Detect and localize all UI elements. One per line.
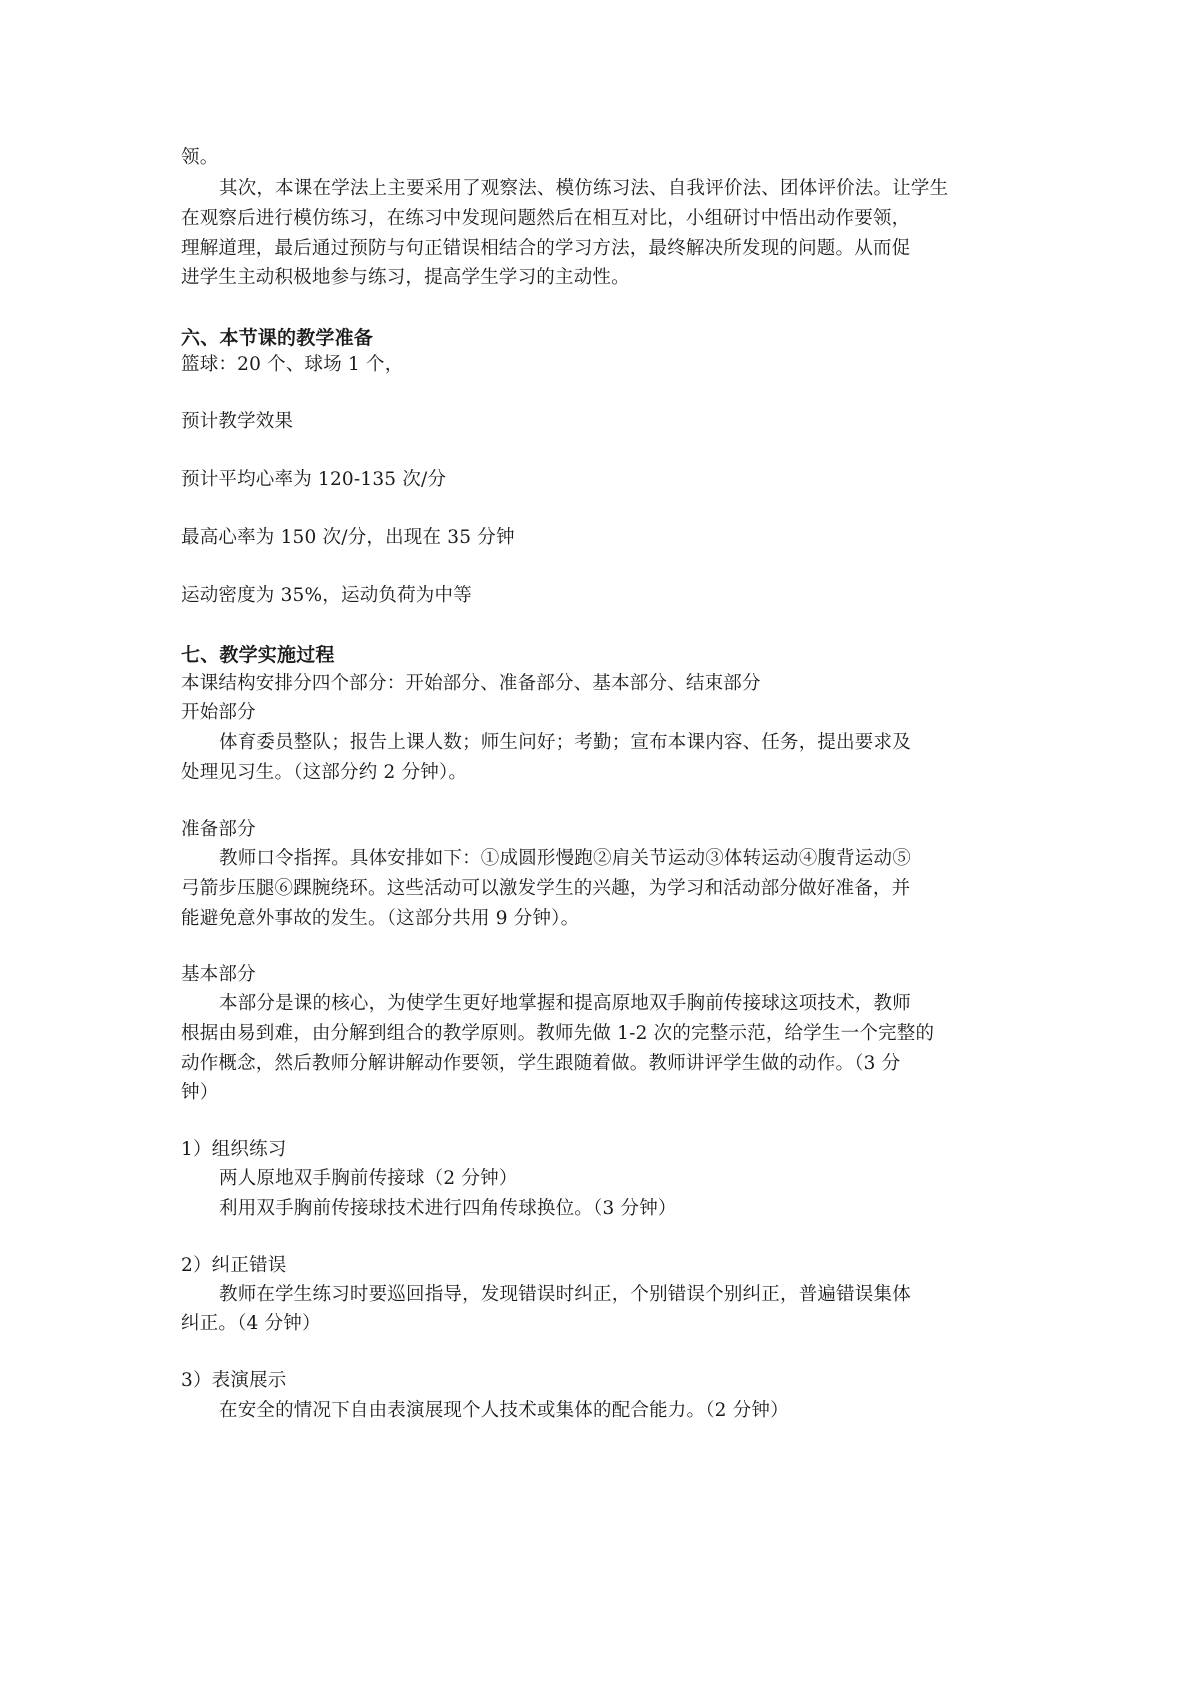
paragraph-line: 本部分是课的核心，为使学生更好地掌握和提高原地双手胸前传接球这项技术，教师	[219, 993, 911, 1014]
list-item-heading: 1）组织练习	[181, 1139, 287, 1160]
list-item-heading: 2）纠正错误	[181, 1255, 287, 1276]
subheading: 基本部分	[181, 964, 256, 985]
list-item-heading: 3）表演展示	[181, 1370, 287, 1391]
text-line: 本课结构安排分四个部分：开始部分、准备部分、基本部分、结束部分	[181, 673, 761, 694]
section-heading-7: 七、教学实施过程	[181, 644, 335, 666]
paragraph-line: 动作概念，然后教师分解讲解动作要领，学生跟随着做。教师讲评学生做的动作。（3 分	[181, 1053, 901, 1074]
paragraph-line: 根据由易到难，由分解到组合的教学原则。教师先做 1-2 次的完整示范，给学生一个完整的	[181, 1023, 935, 1044]
subheading: 开始部分	[181, 702, 256, 723]
paragraph-line: 在观察后进行模仿练习，在练习中发现问题然后在相互对比，小组研讨中悟出动作要领，	[181, 208, 911, 229]
paragraph-line: 理解道理，最后通过预防与句正错误相结合的学习方法，最终解决所发现的问题。从而促	[181, 238, 911, 259]
text-line: 预计平均心率为 120-135 次/分	[181, 469, 447, 490]
paragraph-line: 弓箭步压腿⑥踝腕绕环。这些活动可以激发学生的兴趣，为学习和活动部分做好准备，并	[181, 878, 911, 899]
subheading: 准备部分	[181, 819, 256, 840]
list-item-text: 两人原地双手胸前传接球（2 分钟）	[219, 1168, 518, 1189]
text-line: 最高心率为 150 次/分，出现在 35 分钟	[181, 527, 515, 548]
text-line: 领。	[181, 147, 219, 168]
paragraph-line: 处理见习生。（这部分约 2 分钟）。	[181, 762, 468, 783]
paragraph-line: 能避免意外事故的发生。（这部分共用 9 分钟）。	[181, 908, 580, 929]
paragraph-line: 钟）	[181, 1082, 219, 1103]
paragraph-line: 进学生主动积极地参与练习，提高学生学习的主动性。	[181, 267, 630, 288]
document-page	[181, 0, 1016, 1684]
text-line: 预计教学效果	[181, 411, 294, 432]
list-item-text: 纠正。（4 分钟）	[181, 1313, 321, 1334]
paragraph-line: 其次，本课在学法上主要采用了观察法、模仿练习法、自我评价法、团体评价法。让学生	[219, 178, 949, 199]
list-item-text: 教师在学生练习时要巡回指导，发现错误时纠正，个别错误个别纠正，普遍错误集体	[219, 1284, 911, 1305]
text-line: 运动密度为 35%，运动负荷为中等	[181, 585, 472, 606]
section-heading-6: 六、本节课的教学准备	[181, 327, 374, 349]
paragraph-line: 教师口令指挥。具体安排如下：①成圆形慢跑②肩关节运动③体转运动④腹背运动⑤	[219, 848, 911, 869]
list-item-text: 在安全的情况下自由表演展现个人技术或集体的配合能力。（2 分钟）	[219, 1400, 789, 1421]
list-item-text: 利用双手胸前传接球技术进行四角传球换位。（3 分钟）	[219, 1198, 677, 1219]
paragraph-line: 体育委员整队；报告上课人数；师生问好；考勤；宣布本课内容、任务，提出要求及	[219, 732, 911, 753]
text-line: 篮球：20 个、球场 1 个，	[181, 354, 404, 375]
